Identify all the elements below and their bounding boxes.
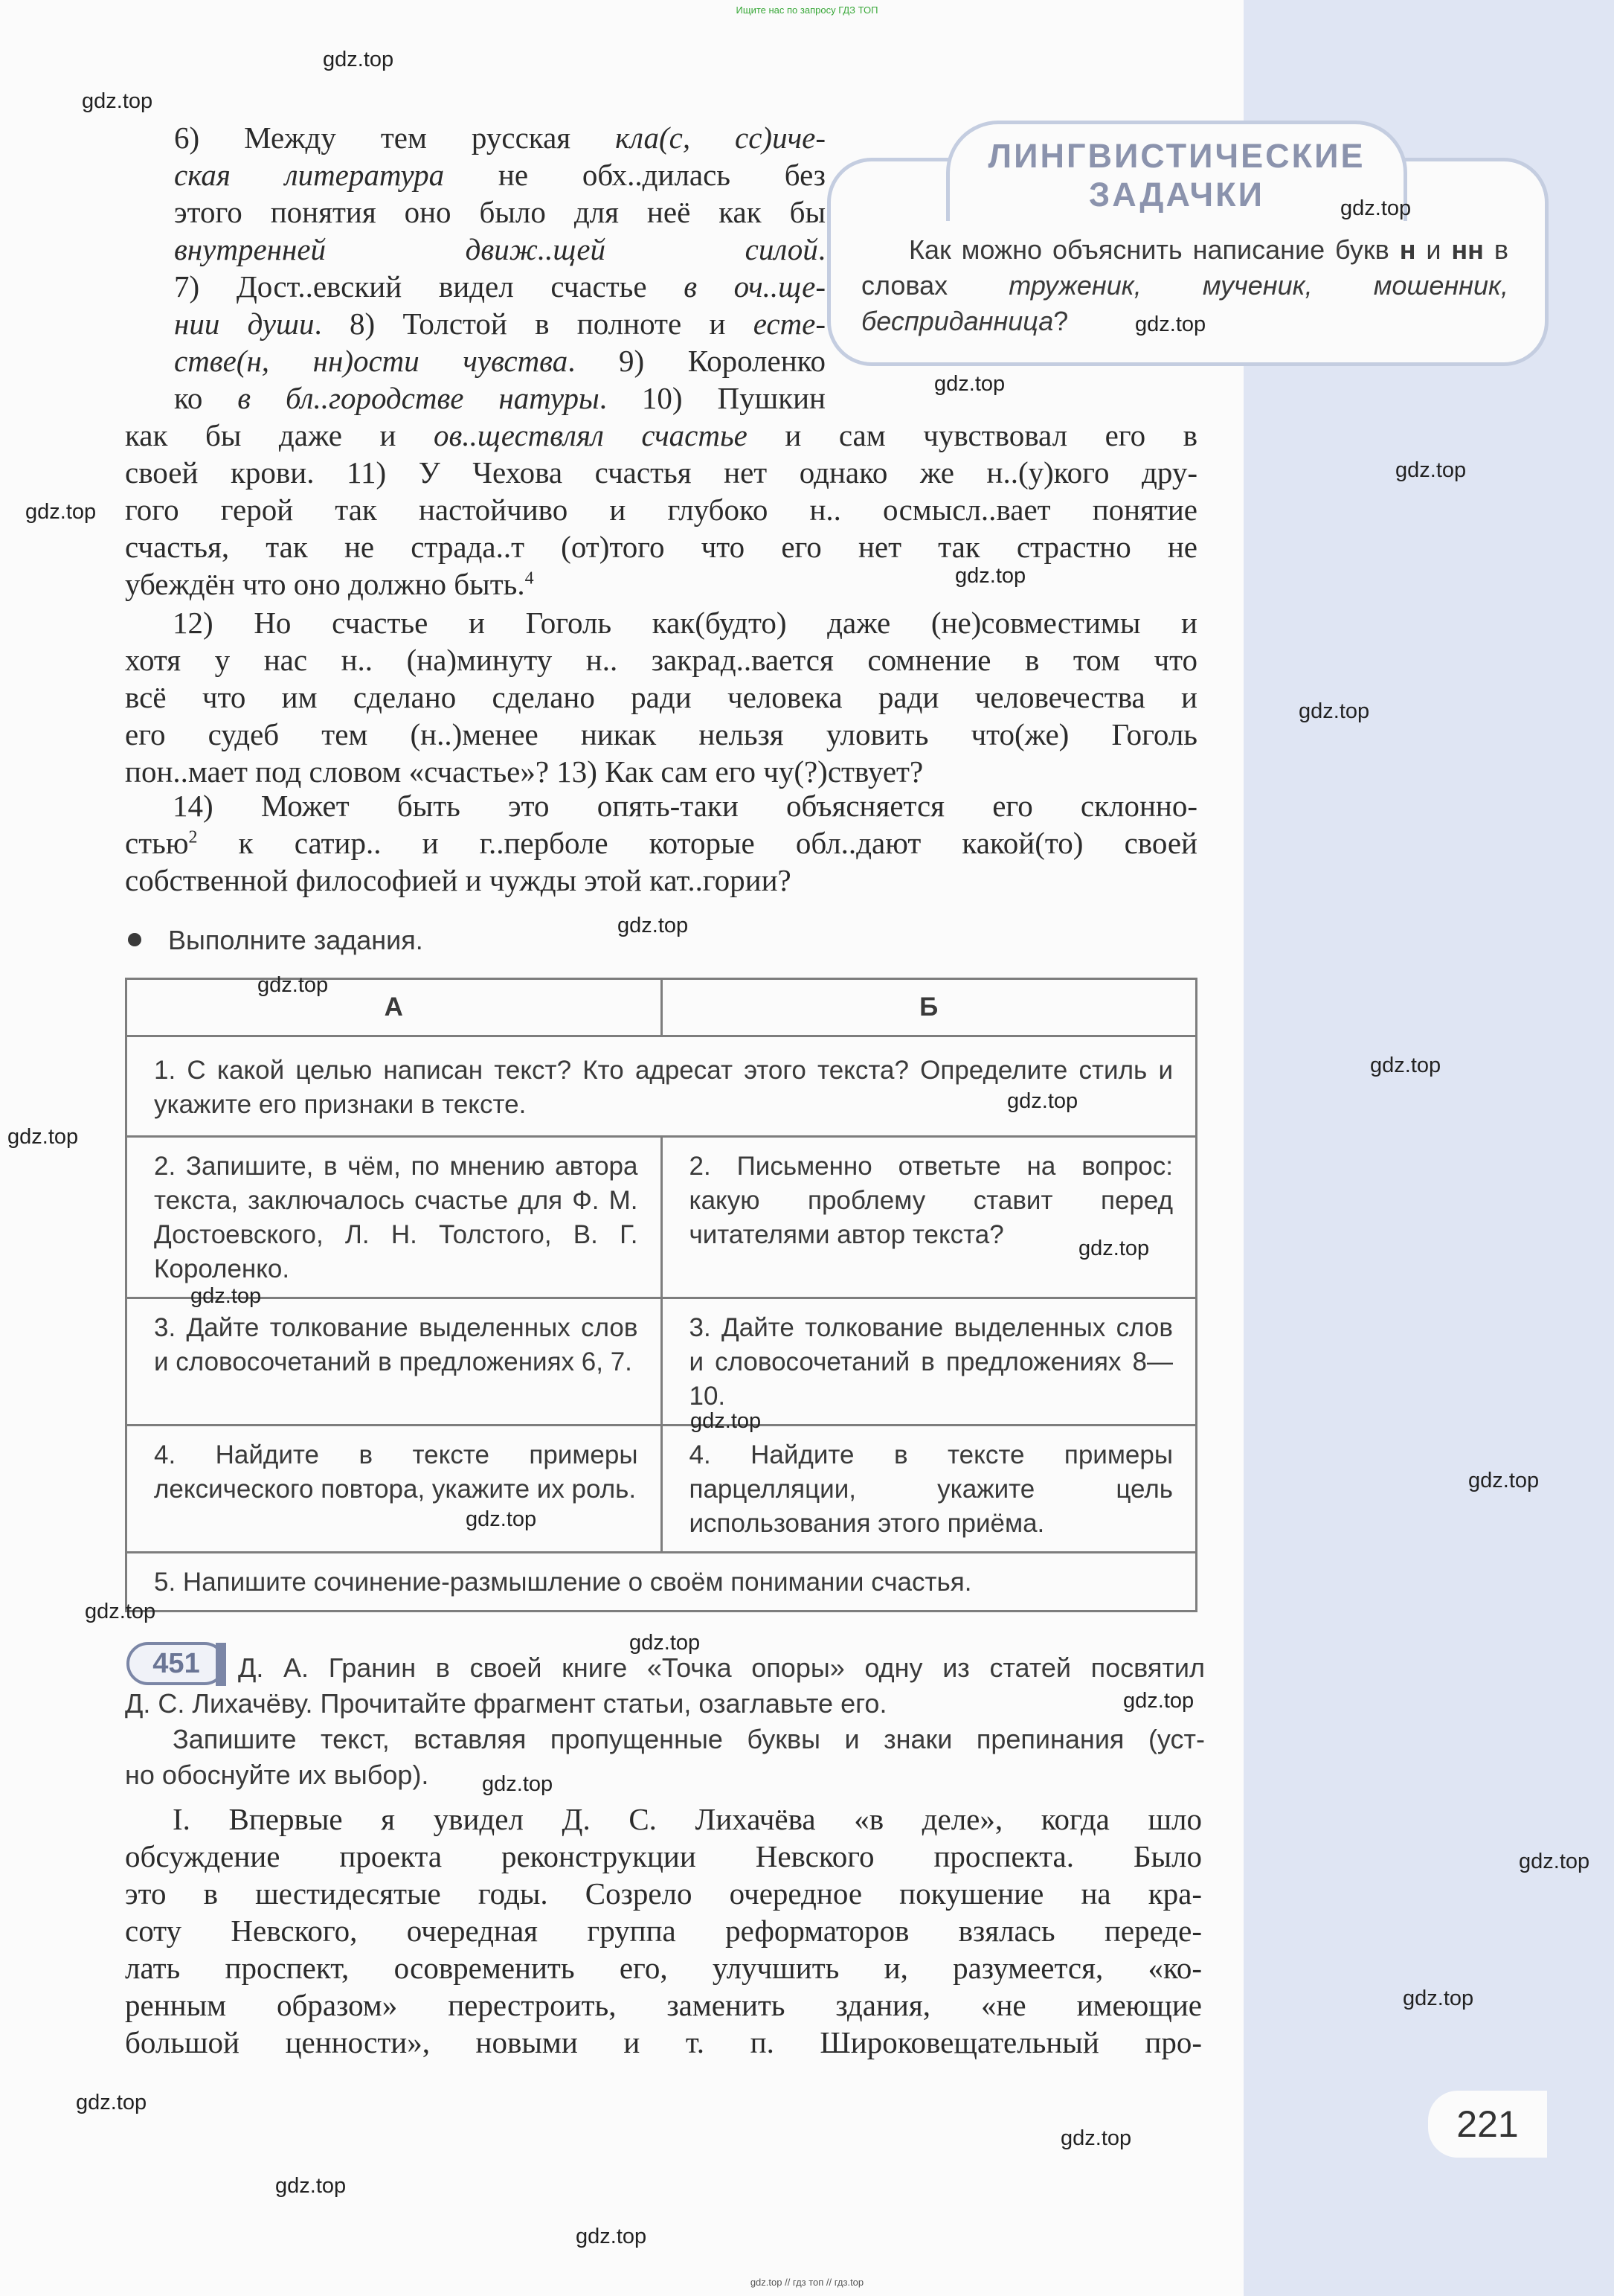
linguistic-title-line2: ЗАДАЧКИ (1089, 176, 1264, 214)
text-line: 14) Может быть это опять-таки объясняется его склонно- (173, 789, 1197, 823)
table-row (126, 1137, 1197, 1298)
table-row (126, 1298, 1197, 1426)
text-line: собственной философией и чужды этой кат..гории? (125, 863, 791, 897)
exercise-line-4: но обоснуйте их выбор). (125, 1760, 429, 1790)
text-line: своей крови. 11) У Чехова счастья нет однако же н..(у)кого дру- (125, 455, 1197, 490)
text-line: обсуждение проекта реконструкции Невского проспекта. Было (125, 1839, 1202, 1873)
task-2a: 2. Запишите, в чём, по мнению автора текста, заключалось счастье для Ф. М. Достоевского, Л. Н. Толстого, В. Г. Короленко. (126, 1137, 662, 1298)
watermark: gdz.top (82, 89, 153, 113)
reading-paragraph-12 (125, 604, 1197, 790)
text-line: большой ценности», новыми и т. п. Широковещательный про- (125, 2025, 1202, 2059)
text-line: стью$^2$ к сатир.. и г..перболе которые обл..дают какой(то) своей (125, 826, 1197, 860)
reading-paragraph-14 (125, 787, 1197, 899)
text-line: этого понятия оно было для неё как бы (174, 195, 826, 229)
watermark: gdz.top (25, 500, 97, 524)
exercise-line-2: Д. С. Лихачёву. Прочитайте фрагмент статьи, озаглавьте его. (125, 1688, 887, 1719)
text-line: всё что им сделано сделано ради человека ради человечества и (125, 680, 1197, 714)
watermark: gdz.top (1395, 458, 1467, 482)
watermark: gdz.top (76, 2091, 147, 2114)
watermark: gdz.top (629, 1631, 701, 1655)
bottom-note: gdz.top // гдз топ // гдз.top (750, 2277, 864, 2288)
task-4a: 4. Найдите в тексте примеры лексического повтора, укажите их роль. (126, 1426, 662, 1553)
task-3a: 3. Дайте толкование выделенных слов и словосочетаний в предложениях 6, 7. (126, 1298, 662, 1426)
text-line: 6) Между тем русская кла(с, сс)иче- (174, 121, 826, 155)
text-line: хотя у нас н.. (на)минуту н.. закрад..вается сомнение в том что (125, 643, 1197, 677)
watermark: gdz.top (1007, 1089, 1078, 1113)
text-line: как бы даже и ов..ществлял счастье и сам чувствовал его в (125, 418, 1197, 452)
table-row (126, 1426, 1197, 1553)
watermark: gdz.top (1468, 1469, 1540, 1492)
exercise-line-3: Запишите текст, вставляя пропущенные буквы и знаки препинания (уст- (173, 1724, 1205, 1754)
watermark: gdz.top (257, 973, 329, 997)
text-line: I. Впервые я увидел Д. С. Лихачёва «в деле», когда шло (173, 1802, 1202, 1836)
text-line: убеждён что оно должно быть.$^4$ (125, 567, 534, 601)
linguistic-question: Как можно объяснить написание букв н и нн в словах труженик, мученик, мошенник, бесприданница? (861, 234, 1508, 336)
table-row (126, 1036, 1197, 1137)
exercise-number-badge: 451 (126, 1642, 226, 1685)
page-number: 221 (1428, 2091, 1547, 2158)
watermark: gdz.top (955, 564, 1026, 588)
column-header-b: Б (661, 979, 1197, 1036)
watermark: gdz.top (1299, 699, 1370, 723)
watermark: gdz.top (617, 914, 689, 937)
text-line: ренным образом» перестроить, заменить здания, «не имеющие (125, 1988, 1202, 2022)
watermark: gdz.top (482, 1772, 553, 1796)
watermark: gdz.top (275, 2174, 347, 2198)
watermark: gdz.top (7, 1125, 79, 1149)
text-line: стве(н, нн)ости чувства. 9) Короленко (174, 344, 826, 378)
watermark: gdz.top (1061, 2126, 1132, 2150)
watermark: gdz.top (85, 1600, 156, 1623)
watermark: gdz.top (576, 2225, 647, 2248)
text-line: лать проспект, осовременить его, улучшить и, разумеется, «ко- (125, 1951, 1202, 1985)
task-2b: 2. Письменно ответьте на вопрос: какую проблему ставит перед читателями автор текста? (661, 1137, 1197, 1298)
text-line: внутренней движ..щей силой. (174, 232, 826, 266)
text-line: гого герой так настойчиво и глубоко н.. осмысл..вает понятие (125, 493, 1197, 527)
column-header-a: А (126, 979, 662, 1036)
text-line: пон..мает под словом «счастье»? 13) Как сам его чу(?)ствует? (125, 754, 924, 789)
text-line: его судеб тем (н..)менее никак нельзя уловить что(же) Гоголь (125, 717, 1197, 751)
watermark: gdz.top (1123, 1689, 1195, 1713)
task-5: 5. Напишите сочинение-размышление о своём понимании счастья. (126, 1553, 1197, 1612)
text-line: ская литература не обх..дилась без (174, 158, 826, 192)
text-line: счастья, так не страда..т (от)того что его нет так страстно не (125, 530, 1197, 564)
top-note: Ищите нас по запросу ГДЗ ТОП (736, 4, 878, 16)
exercise-badge-bar (216, 1643, 226, 1686)
bullet-icon (128, 933, 141, 946)
watermark: gdz.top (1370, 1054, 1441, 1077)
watermark: gdz.top (323, 48, 394, 71)
watermark: gdz.top (1135, 312, 1206, 336)
watermark: gdz.top (1403, 1986, 1474, 2010)
granin-text (125, 1800, 1202, 2061)
task-1: 1. С какой целью написан текст? Кто адресат этого текста? Определите стиль и укажите его признаки в тексте. (126, 1036, 1197, 1137)
text-line: нии души. 8) Толстой в полноте и есте- (174, 307, 826, 341)
task-3b: 3. Дайте толкование выделенных слов и словосочетаний в предложениях 8—10. (661, 1298, 1197, 1426)
text-line: ко в бл..городстве натуры. 10) Пушкин (174, 381, 826, 415)
exercise-line-1: Д. А. Гранин в своей книге «Точка опоры» одну из статей посвятил (238, 1652, 1205, 1683)
watermark: gdz.top (1519, 1850, 1590, 1873)
task-4b: 4. Найдите в тексте примеры парцелляции, укажите цель использования этого приёма. (661, 1426, 1197, 1553)
watermark: gdz.top (934, 372, 1006, 396)
linguistic-title-line1: ЛИНГВИСТИЧЕСКИЕ (988, 137, 1366, 175)
table-row (126, 1553, 1197, 1612)
tasks-table (125, 978, 1197, 1612)
watermark: gdz.top (190, 1284, 262, 1308)
linguistic-box-title (946, 137, 1407, 214)
text-line: это в шестидесятые годы. Созрело очередное покушение на кра- (125, 1876, 1202, 1911)
watermark: gdz.top (1340, 196, 1412, 220)
text-line: 7) Дост..евский видел счастье в оч..ще- (174, 269, 826, 304)
text-line: 12) Но счастье и Гоголь как(будто) даже (не)совместимы и (173, 606, 1197, 640)
reading-text-column (174, 119, 826, 417)
watermark: gdz.top (690, 1409, 762, 1433)
watermark: gdz.top (466, 1507, 537, 1531)
footnote-mark: 4 (524, 568, 534, 589)
reading-text-full (125, 417, 1197, 603)
text-line: соту Невского, очередная группа реформаторов взялась переде- (125, 1914, 1202, 1948)
instruction-text: Выполните задания. (168, 925, 423, 955)
watermark: gdz.top (1078, 1237, 1150, 1260)
